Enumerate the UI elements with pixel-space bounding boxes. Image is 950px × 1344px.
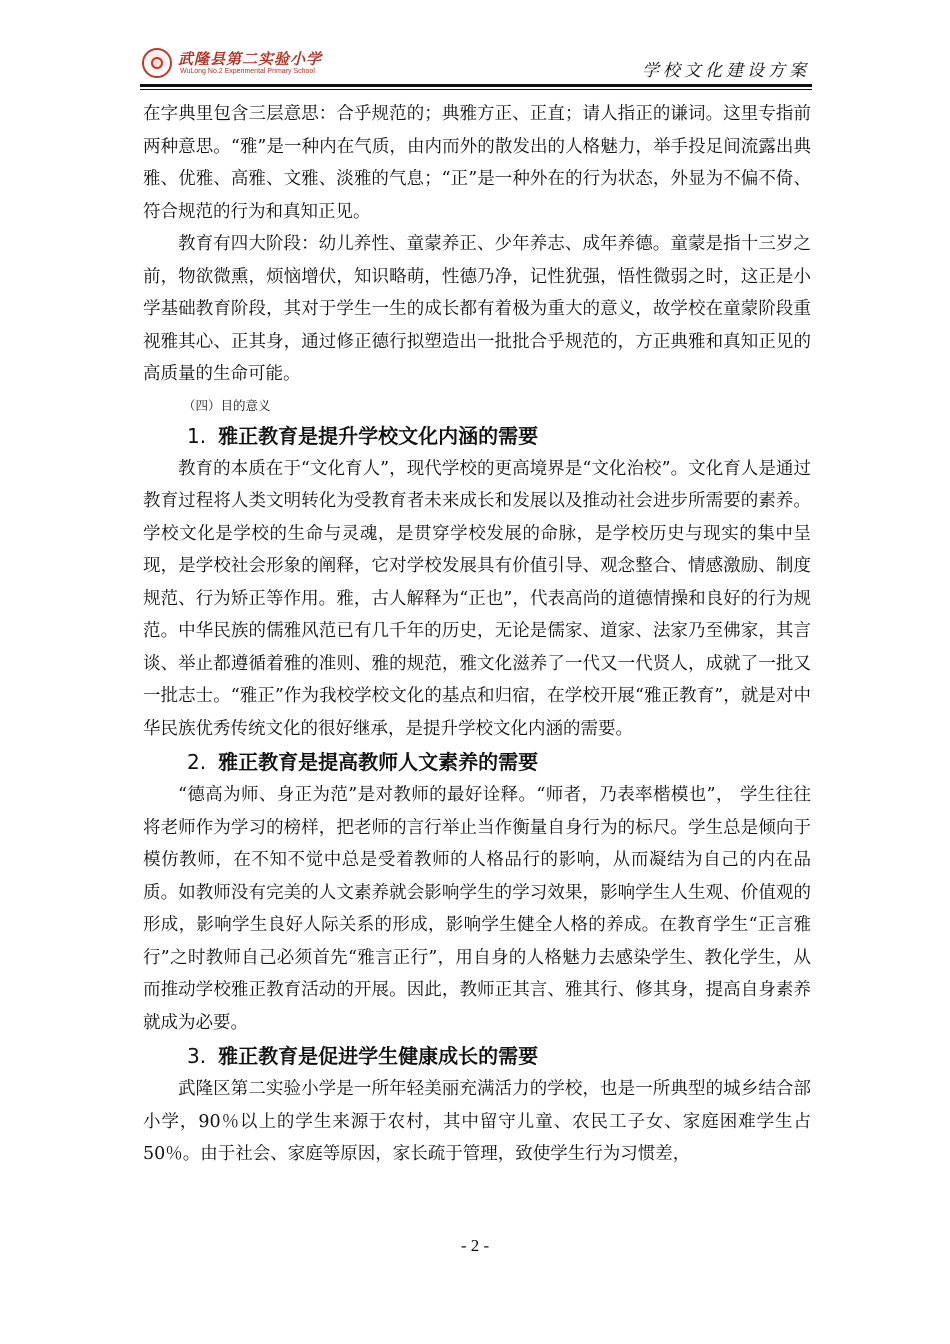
heading-1-text: 雅正教育是提升学校文化内涵的需要 bbox=[218, 423, 539, 448]
section-heading-4: （四）目的意义 bbox=[183, 397, 271, 413]
heading-3-text: 雅正教育是促进学生健康成长的需要 bbox=[218, 1044, 539, 1068]
page-header bbox=[140, 44, 812, 84]
heading-3 bbox=[143, 1039, 811, 1073]
heading-2-number: 2. bbox=[187, 750, 207, 774]
heading-3-number: 3. bbox=[187, 1044, 207, 1068]
paragraph-3: 教育的本质在于“文化育人”，现代学校的更高境界是“文化治校”。文化育人是通过教育过程将人类文明转化为受教育者未来成长和发展以及推动社会进步所需要的素养。学校文化是学校的生命与灵魂，是贯穿学校发展的命脉，是学校历史与现实的集中呈现，是学校社会形象的阐释，它对学校发展具有价值引导、观念整合、情感激励、制度规范、行为矫正等作用。雅，古人解释为“正也”，代表高尚的道德情操和良好的行为规范。中华民族的儒雅风范已有几千年的历史，无论是儒家、道家、法家乃至佛家，其言谈、举止都遵循着雅的准则、雅的规范，雅文化滋养了一代又一代贤人，成就了一批又一批志士。“雅正”作为我校学校文化的基点和归宿，在学校开展“雅正教育”，就是对中华民族优秀传统文化的很好继承，是提升学校文化内涵的需要。 bbox=[143, 458, 811, 739]
heading-1 bbox=[143, 419, 811, 453]
school-name-english: WuLong No.2 Experimental Primary School bbox=[180, 68, 315, 75]
header-rule-thin bbox=[140, 89, 812, 90]
paragraph-1: 在字典里包含三层意思：合乎规范的；典雅方正、正直；请人指正的谦词。这里专指前两种意思。“雅”是一种内在气质，由内而外的散发出的人格魅力，举手投足间流露出典雅、优雅、高雅、文雅、淡雅的气息；“正”是一种外在的行为状态，外显为不偏不倚、符合规范的行为和真知正见。 bbox=[143, 104, 811, 222]
school-logo bbox=[140, 44, 330, 82]
emblem-inner-ring bbox=[151, 57, 163, 69]
page-number: - 2 - bbox=[460, 1236, 490, 1255]
document-title: 学校文化建设方案 bbox=[642, 61, 810, 81]
paragraph-2: 教育有四大阶段：幼儿养性、童蒙养正、少年养志、成年养德。童蒙是指十三岁之前，物欲微熏，烦恼增伏，知识略萌，性德乃净，记性犹强，悟性微弱之时，这正是小学基础教育阶段，其对于学生一生的成长都有着极为重大的意义，故学校在童蒙阶段重视雅其心、正其身，通过修正德行拟塑造出一批批合乎规范的，方正典雅和真知正见的高质量的生命可能。 bbox=[143, 234, 811, 384]
header-rule-thick bbox=[140, 84, 812, 87]
heading-2-text: 雅正教育是提高教师人文素养的需要 bbox=[218, 750, 539, 774]
paragraph-4: “德高为师、身正为范”是对教师的最好诠释。“师者，乃表率楷模也”， 学生往往将老师作为学习的榜样，把老师的言行举止当作衡量自身行为的标尺。学生总是倾向于模仿教师，在不知不觉中总是受着教师的人格品行的影响，从而凝结为自己的内在品质。如教师没有完美的人文素养就会影响学生的学习效果，影响学生人生观、价值观的形成，影响学生良好人际关系的形成，影响学生健全人格的养成。在教育学生“正言雅行”之时教师自己必须首先“雅言正行”，用自身的人格魅力去感染学生、教化学生，从而推动学校雅正教育活动的开展。因此，教师正其言、雅其行、修其身，提高自身素养就成为必要。 bbox=[143, 785, 811, 1033]
heading-1-number: 1. bbox=[187, 423, 207, 448]
school-emblem-icon bbox=[142, 48, 172, 78]
heading-2 bbox=[143, 745, 811, 779]
paragraph-5: 武隆区第二实验小学是一所年轻美丽充满活力的学校，也是一所典型的城乡结合部小学，90％以上的学生来源于农村，其中留守儿童、农民工子女、家庭困难学生占 50％。由于社会、家庭等原因，家长疏于管理，致使学生行为习惯差， bbox=[143, 1079, 811, 1164]
school-name: 武隆县第二实验小学 bbox=[178, 50, 323, 68]
page-body bbox=[143, 98, 811, 1171]
